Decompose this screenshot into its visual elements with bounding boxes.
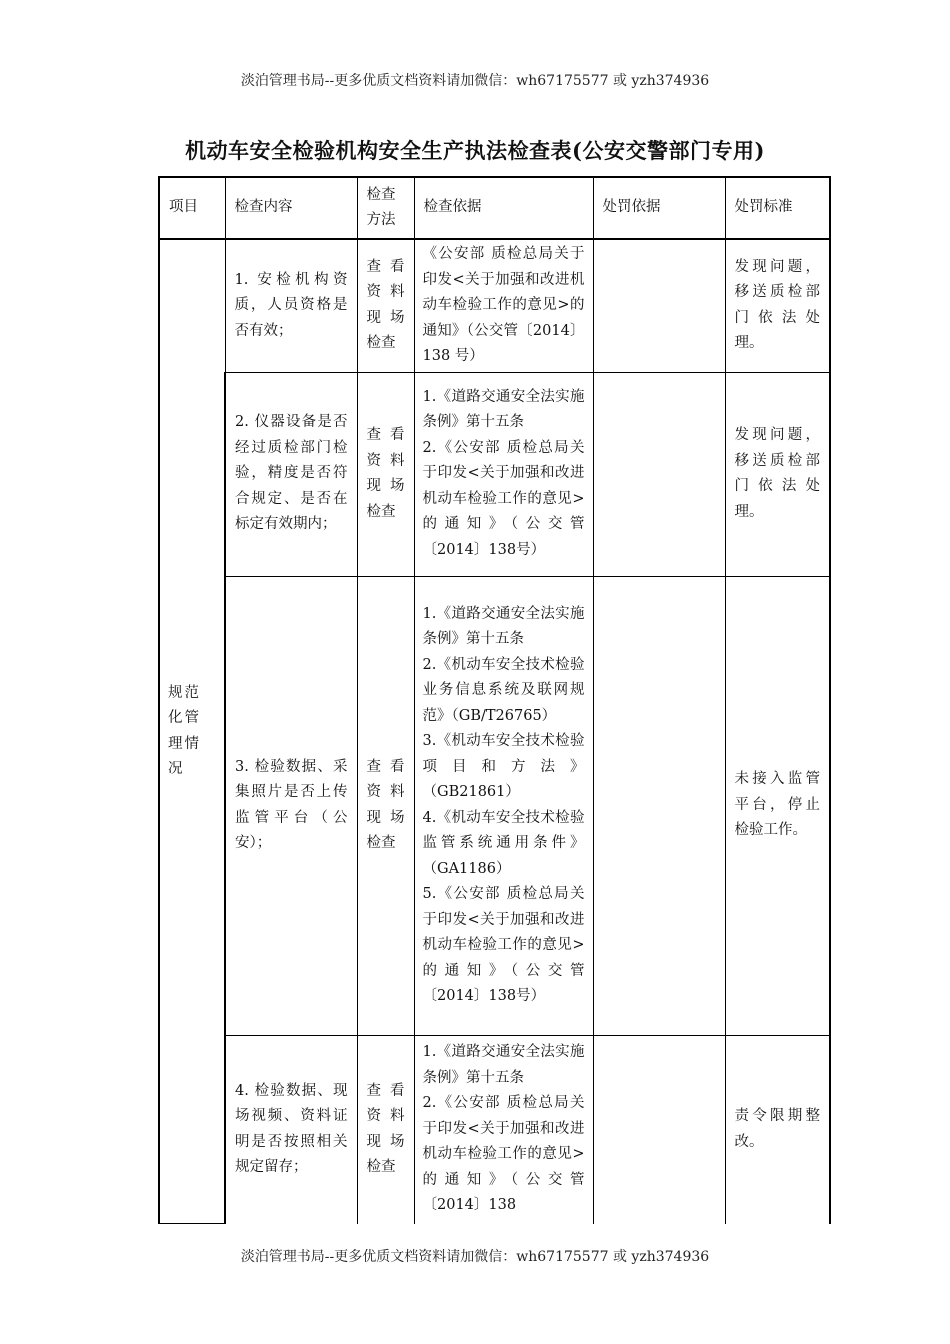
col-header-content: 检查内容: [225, 177, 357, 239]
basis-line: 2.《公安部 质检总局关于印发<关于加强和改进机动车检验工作的意见>的通知》（公交管〔2014〕138: [422, 1095, 585, 1214]
check-method: 查看资料现场检查: [357, 372, 414, 576]
table-header-row: [159, 177, 830, 239]
check-basis: [414, 576, 593, 1035]
check-content: 3. 检验数据、采集照片是否上传监管平台（公安）；: [225, 576, 357, 1035]
penalty-standard: 责令限期整改。: [725, 1035, 830, 1224]
check-basis: [414, 372, 593, 576]
penalty-basis: [593, 372, 725, 576]
check-basis: [414, 1035, 593, 1224]
col-header-item: 项目: [159, 177, 225, 239]
check-content: 4. 检验数据、现场视频、资料证明是否按照相关规定留存；: [225, 1035, 357, 1224]
basis-line: 4.《机动车安全技术检验监管系统通用条件》（GA1186）: [422, 809, 585, 877]
col-header-method: 检查方法: [357, 177, 414, 239]
table-row: [159, 576, 830, 1035]
basis-line: 3.《机动车安全技术检验项目和方法》（GB21861）: [422, 733, 585, 800]
table-row: [159, 1035, 830, 1224]
penalty-standard: 未接入监管平台，停止检验工作。: [725, 576, 830, 1035]
inspection-table: [158, 176, 831, 1224]
penalty-basis: [593, 239, 725, 372]
check-method: 查看资料现场检查: [357, 576, 414, 1035]
col-header-basis: 检查依据: [414, 177, 593, 239]
basis-line: 《公安部 质检总局关于印发<关于加强和改进机动车检验工作的意见>的通知》（公交管〔2014〕138 号）: [422, 246, 585, 364]
col-header-penalty-basis: 处罚依据: [593, 177, 725, 239]
check-method: 查看资料现场检查: [357, 239, 414, 372]
table-row: [159, 239, 830, 372]
page-title: 机动车安全检验机构安全生产执法检查表(公安交警部门专用): [185, 138, 765, 163]
table-row: [159, 372, 830, 576]
basis-line: 2.《机动车安全技术检验业务信息系统及联网规范》（GB/T26765）: [422, 656, 585, 724]
page-footer: 淡泊管理书局--更多优质文档资料请加微信：wh67175577 或 yzh374936: [240, 1249, 710, 1265]
category-label: 规范化管理情况: [168, 684, 201, 777]
penalty-standard: 发现问题，移送质检部门依法处理。: [725, 372, 830, 576]
col-header-penalty-standard: 处罚标准: [725, 177, 830, 239]
penalty-basis: [593, 576, 725, 1035]
basis-line: 2.《公安部 质检总局关于印发<关于加强和改进机动车检验工作的意见>的通知》（公交管〔2014〕138号）: [422, 439, 585, 558]
category-cell: [159, 239, 225, 1224]
basis-line: 1.《道路交通安全法实施条例》第十五条: [422, 1044, 585, 1086]
check-basis: [414, 239, 593, 372]
basis-line: 1.《道路交通安全法实施条例》第十五条: [422, 605, 585, 647]
basis-line: 5.《公安部 质检总局关于印发<关于加强和改进机动车检验工作的意见>的通知》（公交管〔2014〕138号）: [422, 886, 585, 1004]
page-header: 淡泊管理书局--更多优质文档资料请加微信：wh67175577 或 yzh374936: [240, 73, 710, 89]
check-content: 2. 仪器设备是否经过质检部门检验，精度是否符合规定、是否在标定有效期内；: [225, 372, 357, 576]
check-content: 1. 安检机构资质，人员资格是否有效；: [225, 239, 357, 372]
penalty-basis: [593, 1035, 725, 1224]
basis-line: 1.《道路交通安全法实施条例》第十五条: [422, 388, 585, 431]
check-method: 查看资料现场检查: [357, 1035, 414, 1224]
penalty-standard: 发现问题，移送质检部门依法处理。: [725, 239, 830, 372]
